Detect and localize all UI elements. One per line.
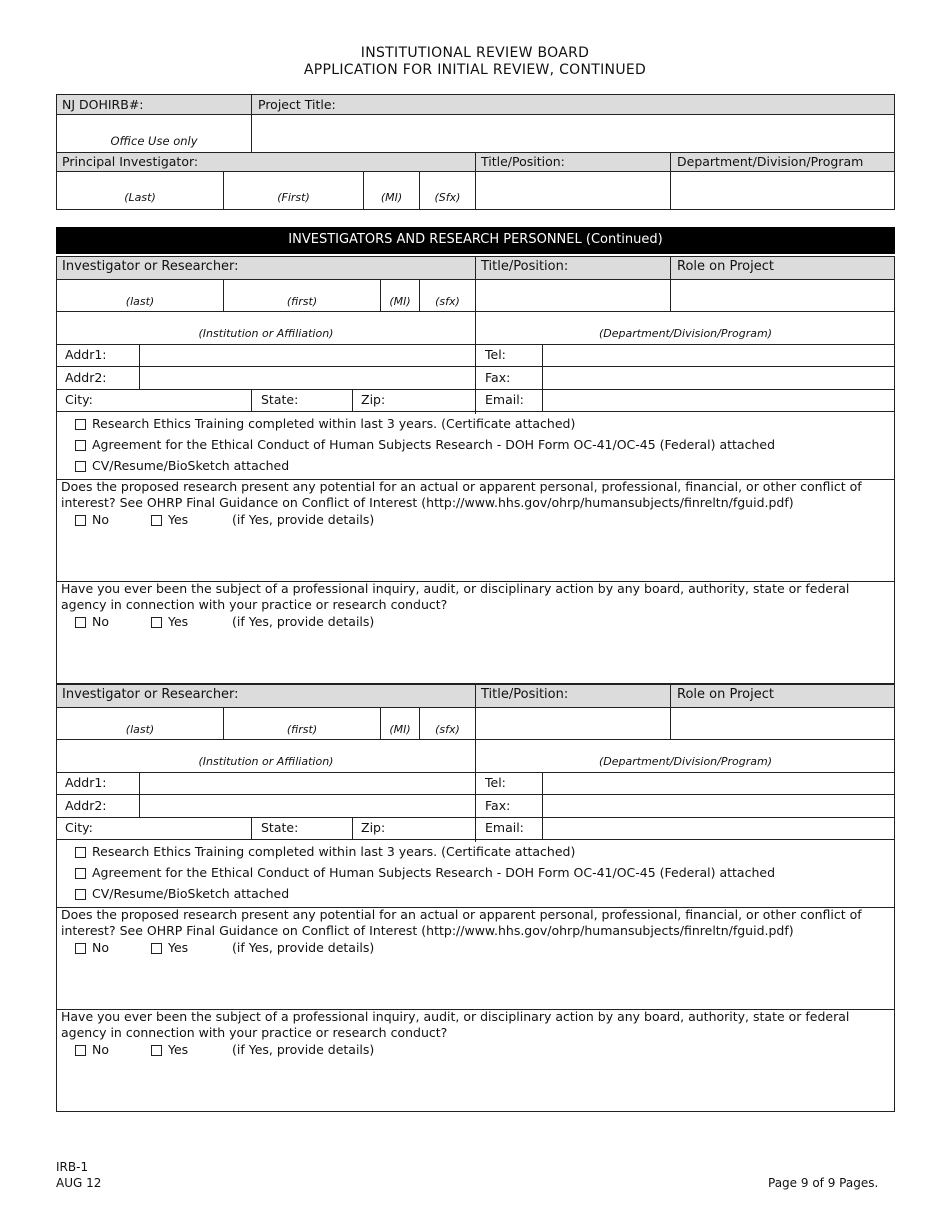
pi-sfx-field[interactable] [420,172,475,190]
investigator-block-1 [0,256,950,684]
addr1-label: Addr1: [65,347,107,362]
fax-label: Fax: [485,370,511,385]
inquiry-yes-checkbox[interactable] [151,617,162,628]
mi-field[interactable] [381,709,419,723]
investigator-block-2 [0,684,950,1112]
state-field[interactable] [300,818,352,839]
irb-number-field[interactable] [57,115,251,133]
email-field[interactable] [543,818,895,839]
mi-field[interactable] [381,281,419,295]
office-use-note: Office Use only [110,134,198,148]
inquiry-details-field[interactable] [60,632,890,682]
conflict-yes-label: Yes [168,940,189,955]
last-hint: (last) [125,723,155,736]
institution-hint: (Institution or Affiliation) [198,755,334,768]
inquiry-details-note: (if Yes, provide details) [232,614,375,629]
institution-field[interactable] [57,740,475,755]
project-title-label: Project Title: [258,97,336,112]
conflict-yes-checkbox[interactable] [151,515,162,526]
fax-field[interactable] [543,367,895,389]
pi-department-label: Department/Division/Program [677,154,864,169]
mi-hint: (MI) [389,723,411,736]
pi-title-position-label: Title/Position: [481,154,565,169]
form-title: INSTITUTIONAL REVIEW BOARD [360,45,590,61]
fax-label: Fax: [485,798,511,813]
state-label: State: [261,820,299,835]
role-field[interactable] [671,281,894,311]
conflict-details-note: (if Yes, provide details) [232,512,375,527]
zip-label: Zip: [361,820,386,835]
inquiry-no-label: No [92,1042,109,1057]
cv-label: CV/Resume/BioSketch attached [92,458,290,473]
email-field[interactable] [543,390,895,411]
state-field[interactable] [300,390,352,411]
city-label: City: [65,820,93,835]
role-field[interactable] [671,709,894,739]
form-id: IRB-1 [56,1160,89,1174]
form-subtitle: APPLICATION FOR INITIAL REVIEW, CONTINUED [303,62,647,78]
section-header-bar: INVESTIGATORS AND RESEARCH PERSONNEL (Continued) [56,227,895,254]
first-hint: (first) [286,723,318,736]
conflict-yes-label: Yes [168,512,189,527]
project-title-field[interactable] [252,115,894,152]
pi-label: Principal Investigator: [62,154,199,169]
ethics-training-checkbox[interactable] [75,419,86,430]
cv-label: CV/Resume/BioSketch attached [92,886,290,901]
department-field[interactable] [476,312,895,327]
agreement-label: Agreement for the Ethical Conduct of Human Subjects Research - DOH Form OC-41/OC-45 (Federal) attached [92,437,776,452]
form-date: AUG 12 [56,1176,102,1190]
agreement-checkbox[interactable] [75,868,86,879]
ethics-training-label: Research Ethics Training completed within last 3 years. (Certificate attached) [92,844,576,859]
agreement-checkbox[interactable] [75,440,86,451]
pi-last-field[interactable] [57,172,223,190]
addr2-field[interactable] [140,795,475,817]
investigator-label: Investigator or Researcher: [62,687,239,702]
addr1-field[interactable] [140,773,475,794]
page-number: Page 9 of 9 Pages. [768,1176,879,1190]
tel-field[interactable] [543,345,895,366]
conflict-no-checkbox[interactable] [75,943,86,954]
pi-sfx-hint: (Sfx) [434,191,461,204]
conflict-details-field[interactable] [60,530,890,580]
conflict-question: Does the proposed research present any potential for an actual or apparent personal, professional, financial, or other conflict of interest? See OHRP Final Guidance on Conflict of Interest (http://www.hhs.gov/ohrp/humansubjects/finreltn/fguid.pdf) [61,479,862,510]
conflict-details-field[interactable] [60,958,890,1008]
inquiry-yes-label: Yes [168,614,189,629]
inquiry-no-checkbox[interactable] [75,617,86,628]
email-label: Email: [485,392,524,407]
tel-field[interactable] [543,773,895,794]
mi-hint: (MI) [389,295,411,308]
title-position-label: Title/Position: [481,259,569,274]
tel-label: Tel: [485,775,506,790]
investigator-label: Investigator or Researcher: [62,259,239,274]
inquiry-yes-label: Yes [168,1042,189,1057]
last-name-field[interactable] [57,709,223,723]
title-position-label: Title/Position: [481,687,569,702]
title-position-field[interactable] [476,709,670,739]
inquiry-no-label: No [92,614,109,629]
agreement-label: Agreement for the Ethical Conduct of Human Subjects Research - DOH Form OC-41/OC-45 (Federal) attached [92,865,776,880]
fax-field[interactable] [543,795,895,817]
zip-field[interactable] [390,818,475,839]
conflict-no-label: No [92,940,109,955]
institution-hint: (Institution or Affiliation) [198,327,334,340]
pi-mi-field[interactable] [364,172,419,190]
role-label: Role on Project [677,687,774,702]
tel-label: Tel: [485,347,506,362]
ethics-training-label: Research Ethics Training completed within last 3 years. (Certificate attached) [92,416,576,431]
city-label: City: [65,392,93,407]
pi-first-field[interactable] [224,172,363,190]
ethics-training-checkbox[interactable] [75,847,86,858]
zip-label: Zip: [361,392,386,407]
pi-first-hint: (First) [277,191,310,204]
department-field[interactable] [476,740,895,755]
department-hint: (Department/Division/Program) [599,755,772,768]
conflict-question: Does the proposed research present any potential for an actual or apparent personal, professional, financial, or other conflict of interest? See OHRP Final Guidance on Conflict of Interest (http://www.hhs.gov/ohrp/humansubjects/finreltn/fguid.pdf) [61,907,862,938]
cv-checkbox[interactable] [75,461,86,472]
last-hint: (last) [125,295,155,308]
conflict-yes-checkbox[interactable] [151,943,162,954]
institution-field[interactable] [57,312,475,327]
zip-field[interactable] [390,390,475,411]
sfx-field[interactable] [420,281,475,295]
department-hint: (Department/Division/Program) [599,327,772,340]
addr2-label: Addr2: [65,370,107,385]
first-name-field[interactable] [224,709,380,723]
addr2-label: Addr2: [65,798,107,813]
inquiry-details-field[interactable] [60,1060,890,1110]
inquiry-yes-checkbox[interactable] [151,1045,162,1056]
inquiry-details-note: (if Yes, provide details) [232,1042,375,1057]
last-name-field[interactable] [57,281,223,295]
first-name-field[interactable] [224,281,380,295]
top-header-row [56,94,895,115]
title-position-field[interactable] [476,281,670,311]
pi-title-position-field[interactable] [476,172,670,209]
inquiry-question: Have you ever been the subject of a professional inquiry, audit, or disciplinary action by any board, authority, state or federal agency in connection with your practice or research conduct? [61,1009,850,1040]
role-label: Role on Project [677,259,774,274]
pi-mi-hint: (MI) [380,191,403,204]
addr2-field[interactable] [140,367,475,389]
pi-last-hint: (Last) [124,191,156,204]
inquiry-no-checkbox[interactable] [75,1045,86,1056]
email-label: Email: [485,820,524,835]
addr1-label: Addr1: [65,775,107,790]
irb-number-label: NJ DOHIRB#: [62,97,144,112]
pi-department-field[interactable] [671,172,894,209]
sfx-hint: (sfx) [435,723,460,736]
sfx-hint: (sfx) [435,295,460,308]
conflict-details-note: (if Yes, provide details) [232,940,375,955]
addr1-field[interactable] [140,345,475,366]
state-label: State: [261,392,299,407]
conflict-no-checkbox[interactable] [75,515,86,526]
inquiry-question: Have you ever been the subject of a professional inquiry, audit, or disciplinary action by any board, authority, state or federal agency in connection with your practice or research conduct? [61,581,850,612]
city-field[interactable] [105,390,251,411]
city-field[interactable] [105,818,251,839]
sfx-field[interactable] [420,709,475,723]
conflict-no-label: No [92,512,109,527]
first-hint: (first) [286,295,318,308]
cv-checkbox[interactable] [75,889,86,900]
